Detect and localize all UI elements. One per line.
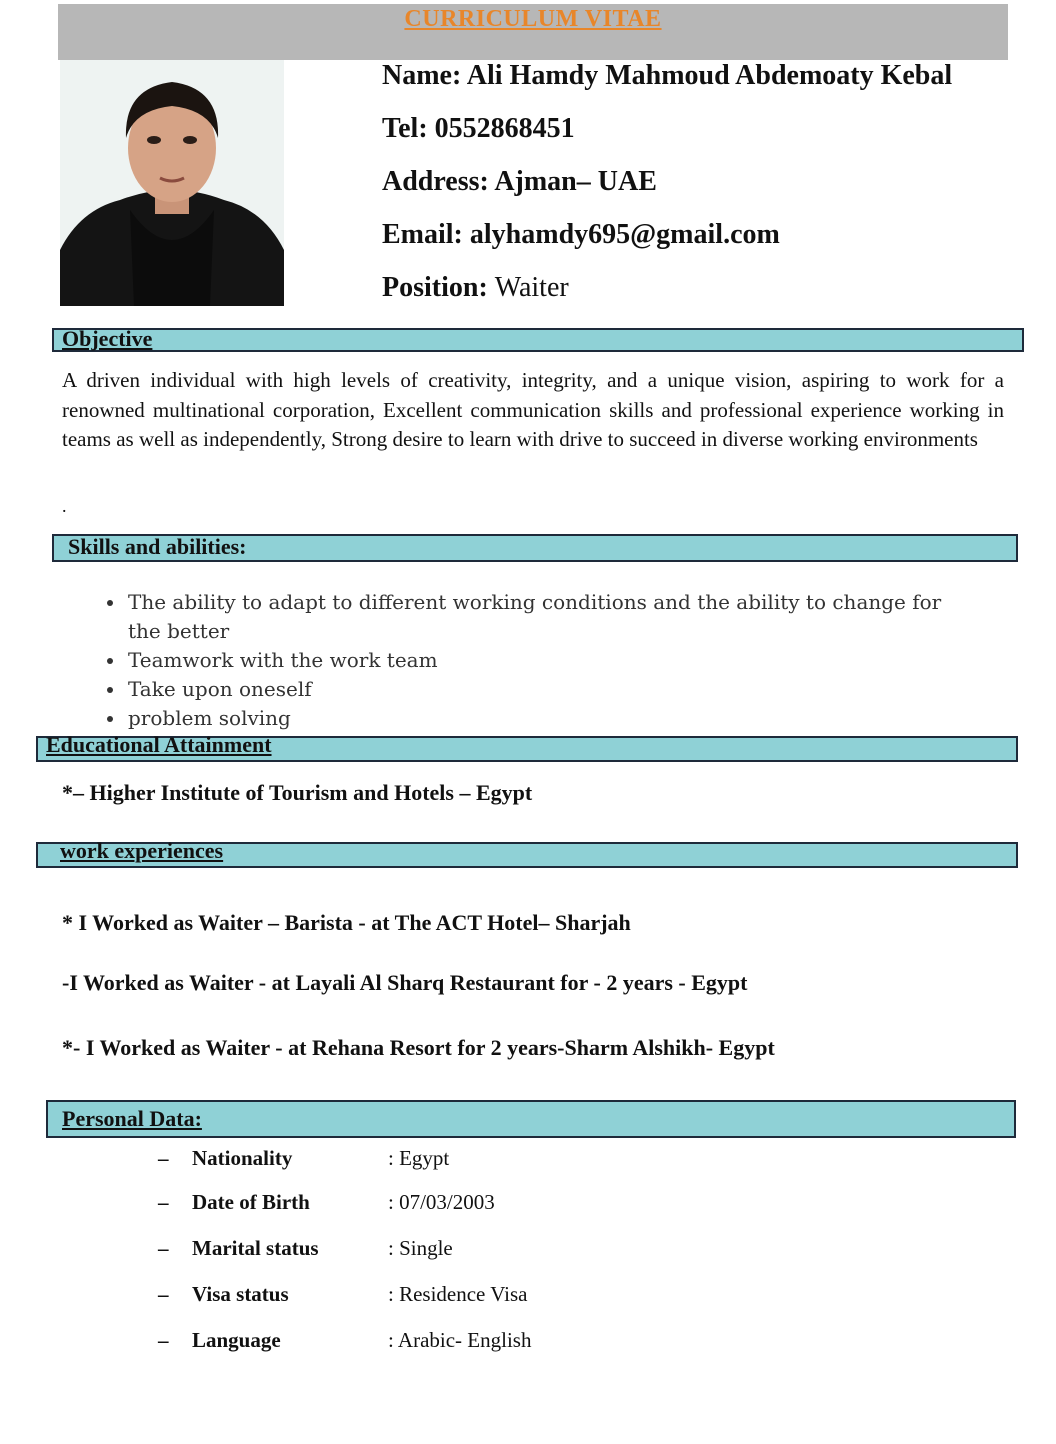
tel-line [382,113,575,145]
experience-item: -I Worked as Waiter - at Layali Al Sharq Restaurant for - 2 years - Egypt [62,970,748,995]
row-dash: – [158,1328,169,1352]
education-heading: Educational Attainment [46,732,272,757]
email-value: alyhamdy695@gmail.com [469,219,780,250]
skill-item: • Take upon oneself [126,675,976,704]
experience-item: * I Worked as Waiter – Barista - at The ACT Hotel– Sharjah [62,910,631,935]
skills-list [96,588,976,733]
title-bar [58,4,1008,60]
email-line [382,219,780,251]
experience-heading: work experiences [60,838,224,863]
email-label: Email: [382,219,463,250]
row-value: : 07/03/2003 [388,1190,495,1214]
address-value: Ajman– UAE [494,166,657,197]
skills-heading: Skills and abilities: [68,534,247,559]
row-value: : Egypt [388,1146,450,1170]
name-line [382,60,952,92]
row-value: : Arabic- English [388,1328,532,1352]
stray-dot: . [62,496,67,516]
row-dash: – [158,1146,169,1170]
row-value: : Residence Visa [388,1282,528,1306]
row-key: Nationality [192,1146,293,1170]
row-key: Marital status [192,1236,319,1260]
name-label: Name: [382,60,462,91]
education-item: *– Higher Institute of Tourism and Hotels – Egypt [62,780,533,805]
name-value: Ali Hamdy Mahmoud Abdemoaty Kebal [466,60,953,91]
position-value: Waiter [494,272,569,303]
address-label: Address: [382,166,489,197]
position-line [382,272,569,304]
objective-heading: Objective [62,326,153,351]
row-dash: – [158,1190,169,1214]
personal-heading: Personal Data: [62,1106,202,1131]
address-line [382,166,657,198]
tel-label: Tel: [382,113,428,144]
experience-item: *- I Worked as Waiter - at Rehana Resort for 2 years-Sharm Alshikh- Egypt [62,1035,775,1060]
row-key: Language [192,1328,281,1352]
skill-item: • The ability to adapt to different working conditions and the ability to change for the better [126,588,976,646]
portrait-illustration [60,60,284,306]
row-dash: – [158,1282,169,1306]
tel-value: 0552868451 [434,113,575,144]
document-title: CURRICULUM VITAE [404,6,662,32]
row-key: Date of Birth [192,1190,310,1214]
row-key: Visa status [192,1282,289,1306]
objective-section-bar [52,328,1024,352]
skill-item: • problem solving [126,704,976,733]
objective-text: A driven individual with high levels of creativity, integrity, and a unique vision, aspiring to work for a renowned multinational corporation, Excellent communication skills and professional experience working in teams as well as independently, Strong desire to learn with drive to succeed in diverse working environments [62,368,1004,451]
profile-photo [60,60,284,306]
row-dash: – [158,1236,169,1260]
position-label: Position: [382,272,488,303]
row-value: : Single [388,1236,453,1260]
skill-item: • Teamwork with the work team [126,646,976,675]
